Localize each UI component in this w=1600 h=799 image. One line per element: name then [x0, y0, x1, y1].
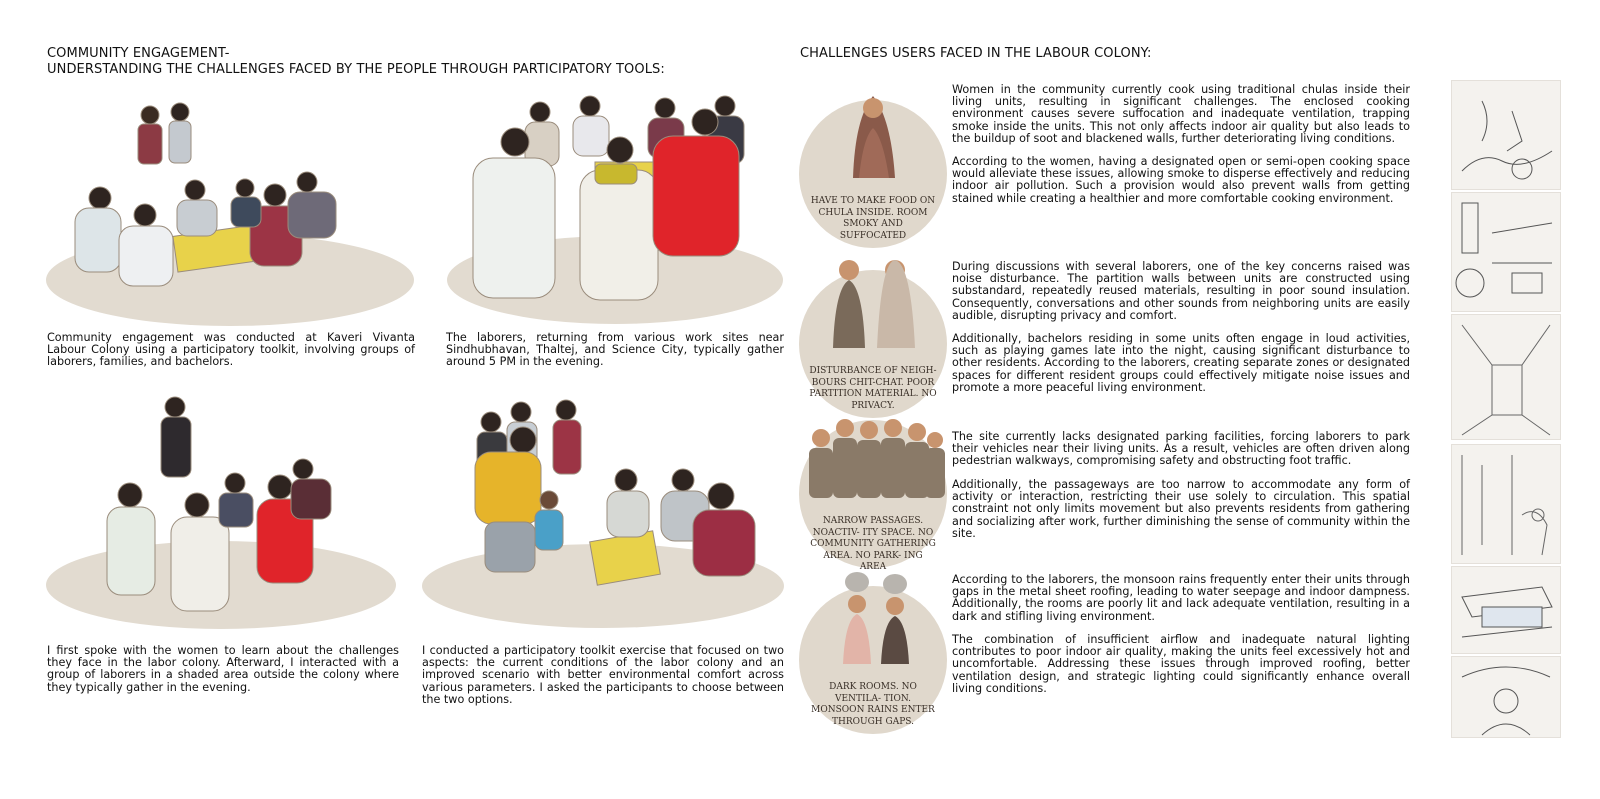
caption-3: I first spoke with the women to learn about the challenges they face in the labor colony. Afterward, I interacted with a group of laborers in a shaded area outside the colony where they typically gather in the evening.: [47, 644, 399, 694]
badge-dark-rooms: [799, 586, 947, 734]
badge-cooking: [799, 100, 947, 248]
sketch-corridor: [1451, 314, 1561, 440]
photo-group-discussion: [45, 90, 415, 330]
parking-paragraph-2: Additionally, the passageways are too narrow to accommodate any form of activity or interaction, restricting their use solely to circulation. This spatial constraint not only limits movement but also prevents residents from gathering and socializing after work, further diminishing the sense of community within the site.: [952, 478, 1410, 540]
sketch-passage: [1451, 444, 1561, 564]
cooking-paragraph-2: According to the women, having a designated open or semi-open cooking space would alleviate these issues, allowing smoke to disperse effectively and reducing indoor air pollution. Such a provision would also prevent walls from getting stained while creating a healthier and more comfortable cooking environment.: [952, 155, 1410, 205]
challenges-title: CHALLENGES USERS FACED IN THE LABOUR COLONY:: [800, 46, 1152, 61]
noise-paragraph-1: During discussions with several laborers, one of the key concerns raised was noise disturbance. The partition walls between units are constructed using substandard, repeatedly reused materials, resulting in poor sound insulation. Consequently, conversations and other sounds from neighboring units are easily audible, disrupting privacy and comfort.: [952, 260, 1410, 322]
women-chatting-icon: [799, 248, 947, 358]
noise-paragraph-2: Additionally, bachelors residing in some units often engage in loud activities, such as playing games late into the night, causing significant disturbance to other residents. According to the laborers, creating separate zones or designated spaces for different resident groups could effectively mitigate noise issues and promote a more peaceful living environment.: [952, 332, 1410, 394]
monsoon-paragraph-2: The combination of insufficient airflow and inadequate natural lighting contributes to poor indoor air quality, making the units feel excessively hot and uncomfortable. Addressing these issues through improved roofing, better ventilation design, and strategic lighting could significantly enhance overall living conditions.: [952, 633, 1410, 695]
sketch-kitchen-interior: [1451, 192, 1561, 312]
monsoon-paragraph-1: According to the laborers, the monsoon rains frequently enter their units through gaps in the metal sheet roofing, leading to water seepage and indoor dampness. Additionally, the rooms are poorly lit and lack adequate ventilation, resulting in a dark and stifling living environment.: [952, 573, 1410, 623]
photo-toolkit-exercise: [421, 396, 785, 636]
sketch-roofing: [1451, 566, 1561, 654]
page-title: [47, 46, 665, 78]
badge-noise: [799, 270, 947, 418]
badge-label: HAVE TO MAKE FOOD ON CHULA INSIDE. ROOM SMOKY AND SUFFOCATED: [810, 196, 936, 241]
badge-label: DARK ROOMS. NO VENTILA- TION. MONSOON RAINS ENTER THROUGH GAPS.: [811, 682, 935, 727]
badge-label: DISTURBANCE OF NEIGH- BOURS CHIT-CHAT. POOR PARTITION MATERIAL. NO PRIVACY.: [809, 366, 937, 411]
title-line-2: UNDERSTANDING THE CHALLENGES FACED BY THE PEOPLE THROUGH PARTICIPATORY TOOLS:: [47, 62, 665, 77]
title-line-1: COMMUNITY ENGAGEMENT-: [47, 46, 230, 61]
woman-cooking-icon: [799, 78, 947, 188]
women-carrying-pots-icon: [799, 564, 947, 674]
caption-4: I conducted a participatory toolkit exercise that focused on two aspects: the current conditions of the labor colony and an improved scenario with better environmental comfort across various parameters. I asked the participants to choose between the two options.: [422, 644, 784, 706]
photo-laborers-evening: [445, 92, 785, 332]
sketch-cooking: [1451, 80, 1561, 190]
badge-passages: [799, 420, 947, 572]
photo-women-talk: [45, 395, 397, 635]
cooking-paragraph-1: Women in the community currently cook using traditional chulas inside their living units, resulting in significant challenges. The enclosed cooking environment causes severe suffocation and inadequate ventilation, trapping smoke inside the units. This not only affects indoor air quality but also leads to the buildup of soot and blackened walls, further deteriorating living conditions.: [952, 83, 1410, 145]
group-of-men-icon: [799, 398, 947, 508]
parking-paragraph-1: The site currently lacks designated parking facilities, forcing laborers to park their vehicles near their living units. As a result, vehicles are often driven along pedestrian walkways, compromising safety and obstructing foot traffic.: [952, 430, 1410, 468]
sketch-dark-room: [1451, 656, 1561, 738]
badge-label: NARROW PASSAGES. NOACTIV- ITY SPACE. NO COMMUNITY GATHERING AREA. NO PARK- ING AREA: [810, 516, 936, 572]
caption-1: Community engagement was conducted at Kaveri Vivanta Labour Colony using a participatory toolkit, involving groups of laborers, families, and bachelors.: [47, 331, 415, 369]
caption-2: The laborers, returning from various work sites near Sindhubhavan, Thaltej, and Science City, typically gather around 5 PM in the evening.: [446, 331, 784, 369]
